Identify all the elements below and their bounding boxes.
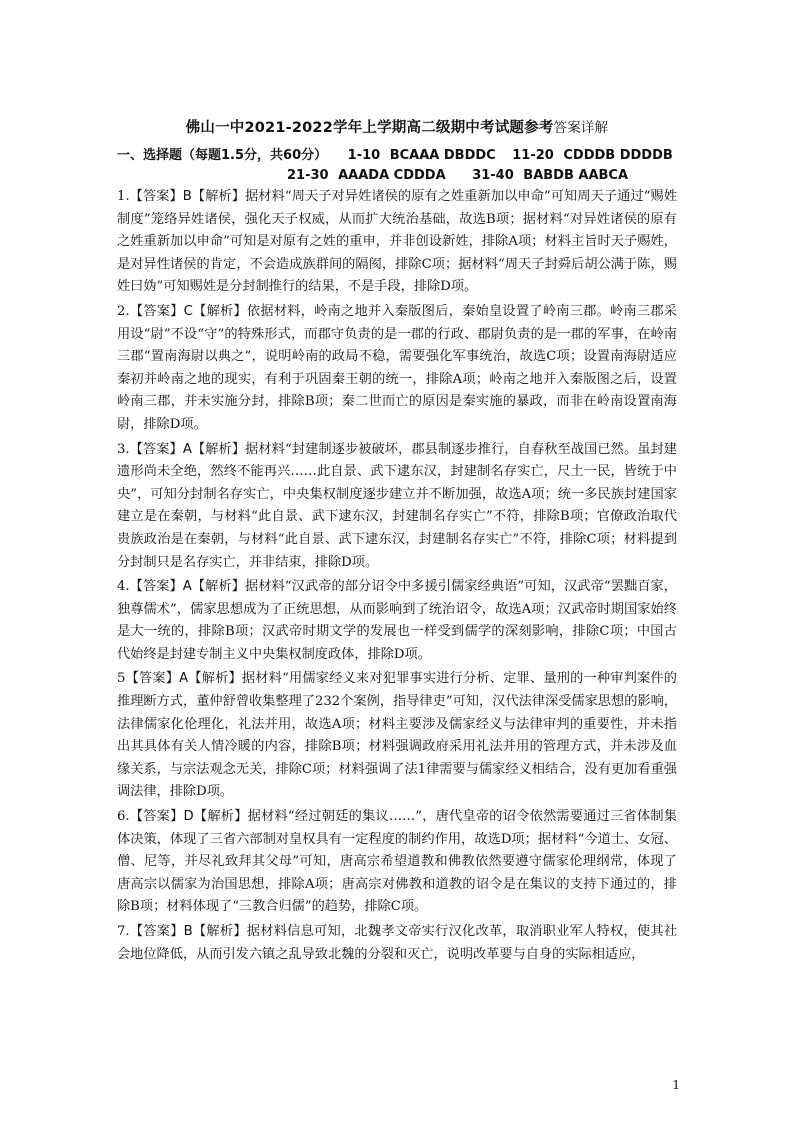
- answer-tag: 【答案】B: [129, 924, 193, 939]
- page-number: 1: [672, 1078, 680, 1092]
- title-suffix: 答案详解: [553, 120, 609, 136]
- answer-tag: 【答案】A: [125, 671, 189, 687]
- item-number: 5: [117, 671, 126, 687]
- page-title: [0, 116, 794, 137]
- answer-tag: 【答案】A: [129, 579, 192, 595]
- explanation-text: 据材料“封建制逐步被破坏，郡县制逐步推行，自春秋至战国已然。虽封建遗形尚未全绝，然终不能再兴……此自景、武下逮东汉，封建制名存实亡，尺土一民，皆统于中央”，可知分封制名存实亡，中央集权制度逐步建立并不断加强，故选A项；统一多民族封建国家建立是在秦朝，与材料“此自景、武下逮东汉，封建制名存实亡”不符，排除B项；官僚政治取代贵族政治是在秦朝，与材料“此自景、武下逮东汉，封建制名存实亡”不符，排除C项；材料提到分封制只是名存实亡，并非结束，排除D项。: [117, 441, 677, 570]
- range-label-4: 31-40: [472, 168, 514, 183]
- range-label-2: 11-20: [512, 148, 554, 163]
- range-label-3: 21-30: [287, 168, 329, 183]
- explanation-1: [117, 186, 677, 299]
- answer-tag: 【答案】A: [129, 441, 192, 457]
- range-answers-1: BCAAA DBDDC: [389, 148, 496, 163]
- explanation-6: [117, 806, 677, 919]
- answer-tag: 【答案】B: [129, 189, 192, 204]
- item-number: 1.: [117, 189, 130, 204]
- analysis-tag: 【解析】: [192, 924, 247, 939]
- item-number: 7.: [117, 924, 130, 939]
- analysis-tag: 【解析】: [193, 809, 248, 825]
- analysis-tag: 【解析】: [191, 579, 246, 595]
- explanation-5: [117, 668, 677, 804]
- explanation-text: 据材料“汉武帝的部分诏令中多援引儒家经典语”可知，汉武帝“罢黜百家，独尊儒术”，儒家思想成为了正统思想，从而影响到了统治诏令，故选A项；汉武帝时期国家始终是大一统的，排除B项；汉武帝时期文学的发展也一样受到儒学的深刻影响，排除C项；中国古代始终是封建专制主义中央集权制度政体，排除D项。: [117, 579, 677, 662]
- explanation-text: 据材料信息可知，北魏孝文帝实行汉化改革，取消职业军人特权，使其社会地位降低，从而引发六镇之乱导致北魏的分裂和灭亡，说明改革要与自身的实际相适应，: [117, 924, 678, 962]
- range-label-1: 1-10: [347, 148, 381, 163]
- title-main: 佛山一中2021-2022学年上学期高二级期中考试题参考: [185, 120, 554, 136]
- analysis-tag: 【解析】: [191, 441, 246, 457]
- item-number: 2.: [117, 303, 130, 319]
- item-number: 6.: [117, 809, 130, 825]
- analysis-tag: 【解析】: [192, 303, 247, 319]
- item-number: 3.: [117, 441, 130, 457]
- analysis-tag: 【解析】: [191, 189, 246, 204]
- explanation-text: 据材料“用儒家经义来对犯罪事实进行分析、定罪、量刑的一种审判案件的推理断方式，董仲舒曾收集整理了232个案例，指导律吏”可知，汉代法律深受儒家思想的影响，法律儒家化伦理化，礼法并用，故选A项；材料主要涉及儒家经义与法律审判的重要性，并未指出其具体有关人情冷暖的内容，排除B项；材料强调政府采用礼法并用的管理方式，并未涉及血缘关系，与宗法观念无关，排除C项；材料强调了法1律需要与儒家经义相结合，没有更加看重强调法律，排除D项。: [117, 671, 677, 800]
- answer-key-line-2: [287, 168, 794, 183]
- explanation-text: 依据材料，岭南之地并入秦版图后，秦始皇设置了岭南三郡。岭南三郡采用设“尉”不设“守”的特殊形式，而郡守负责的是一郡的行政、郡尉负责的是一郡的军事，在岭南三郡“置南海尉以典之”，说明岭南的政局不稳，需要强化军事统治，故选C项；设置南海尉适应秦初并岭南之地的现实，有利于巩固秦王朝的统一，排除A项；岭南之地并入秦版图之后，设置岭南三郡，并未实施分封，排除B项；秦二世而亡的原因是秦实施的暴政，而非在岭南设置南海尉，排除D项。: [117, 303, 677, 432]
- range-answers-4: BABDB AABCA: [523, 168, 629, 183]
- explanation-4: [117, 576, 677, 666]
- explanation-7: [117, 921, 677, 966]
- answer-tag: 【答案】D: [129, 809, 194, 825]
- answer-key-line-1: [117, 144, 717, 163]
- section-heading: 一、选择题（每题1.5分，共60分）: [117, 148, 328, 163]
- explanations: [117, 186, 677, 968]
- analysis-tag: 【解析】: [188, 671, 242, 687]
- range-answers-2: CDDDB DDDDB: [563, 148, 673, 163]
- explanation-3: [117, 439, 677, 575]
- item-number: 4.: [117, 579, 130, 595]
- explanation-text: 据材料“周天子对异姓诸侯的原有之姓重新加以申命”可知周天子通过“赐姓制度”笼络异姓诸侯，强化天子权威，从而扩大统治基础，故选B项；据材料“对异姓诸侯的原有之姓重新加以申命”可知是对原有之姓的重申，并非创设新姓，排除A项；材料主旨时天子赐姓，是对异性诸侯的肯定，不会造成族群间的隔阂，排除C项；据材料“周天子封舜后胡公满于陈，赐姓曰妫”可知赐姓是分封制推行的结果，不是手段，排除D项。: [117, 189, 678, 295]
- answer-tag: 【答案】C: [129, 303, 193, 319]
- explanation-2: [117, 301, 677, 437]
- range-answers-3: AAADA CDDDA: [338, 168, 446, 183]
- explanation-text: 据材料“经过朝廷的集议……”，唐代皇帝的诏令依然需要通过三省体制集体决策，体现了三省六部制对皇权具有一定程度的制约作用，故选D项；据材料“今道士、女冠、僧、尼等，并尽礼致拜其父母”可知，唐高宗希望道教和佛教依然要遵守儒家伦理纲常，体现了唐高宗以儒家为治国思想，排除A项；唐高宗对佛教和道教的诏令是在集议的支持下通过的，排除B项；材料体现了“三教合归儒”的趋势，排除C项。: [117, 809, 678, 915]
